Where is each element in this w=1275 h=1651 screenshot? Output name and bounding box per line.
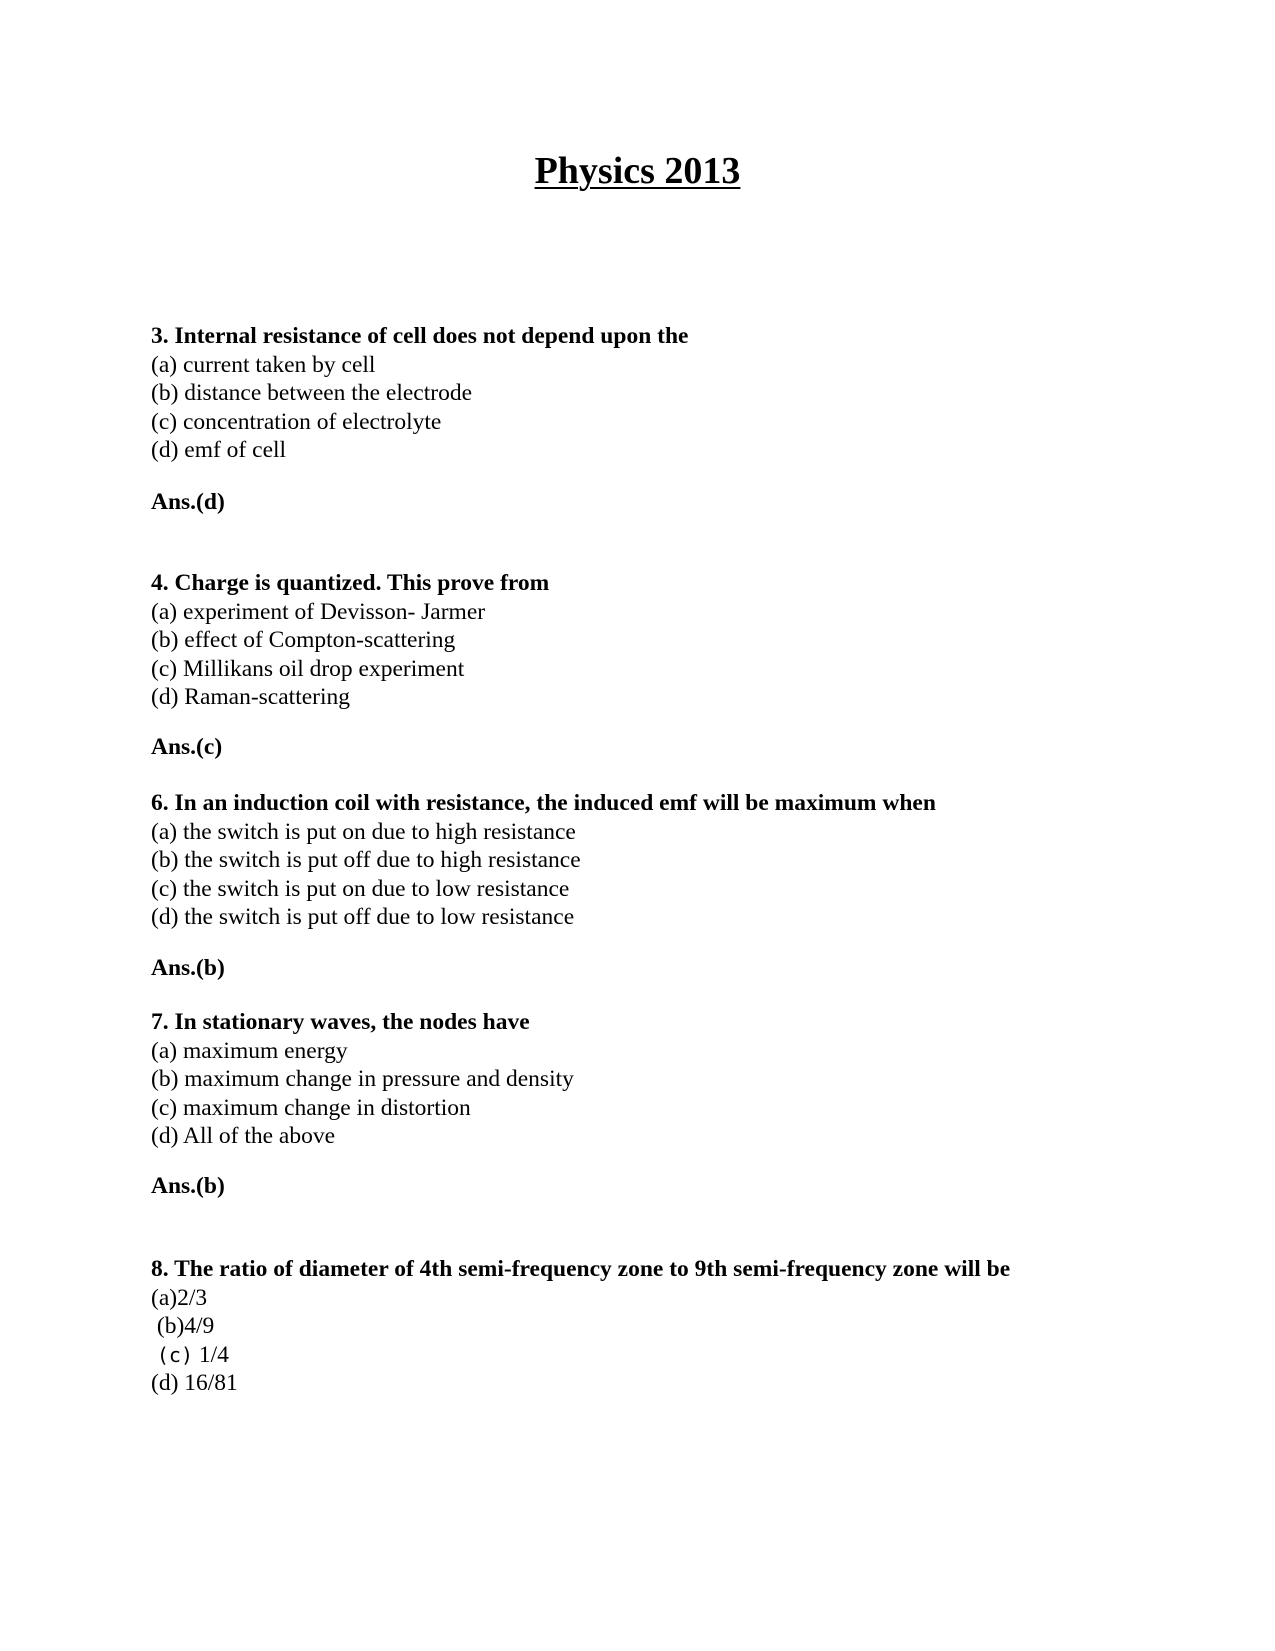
question-block-7: [151, 1008, 574, 1151]
option-d: (d) All of the above: [151, 1123, 336, 1149]
question-block-8: [151, 1255, 1010, 1398]
option-a: (a) maximum energy: [151, 1037, 348, 1064]
question-text: 4. Charge is quantized. This prove from: [151, 570, 550, 596]
option-b: (b) distance between the electrode: [151, 380, 473, 406]
option-d: (d) Raman-scattering: [151, 684, 351, 710]
option-c: [151, 1341, 1010, 1370]
option-c-value: 1/4: [193, 1341, 229, 1368]
page-title-text: Physics 2013: [534, 150, 741, 192]
answer-3: Ans.(d): [151, 489, 225, 515]
page-title: [0, 148, 1275, 194]
option-b: (b)4/9: [151, 1313, 215, 1339]
option-c: (c) the switch is put on due to low resistance: [151, 875, 570, 902]
option-d: (d) 16/81: [151, 1370, 238, 1396]
question-text: 7. In stationary waves, the nodes have: [151, 1009, 530, 1035]
question-text: 8. The ratio of diameter of 4th semi-frequency zone to 9th semi-frequency zone will be: [151, 1256, 1011, 1282]
question-text: 6. In an induction coil with resistance, the induced emf will be maximum when: [151, 790, 936, 816]
option-c-label: (c): [156, 1342, 193, 1367]
option-a: (a) current taken by cell: [151, 351, 376, 378]
option-c: (c) concentration of electrolyte: [151, 408, 442, 435]
option-a: (a) the switch is put on due to high resistance: [151, 818, 576, 845]
option-b: (b) effect of Compton-scattering: [151, 627, 456, 653]
answer-6: Ans.(b): [151, 955, 225, 981]
question-text: 3. Internal resistance of cell does not depend upon the: [151, 323, 689, 349]
answer-7: Ans.(b): [151, 1173, 225, 1199]
answer-4: Ans.(c): [151, 734, 223, 760]
option-b: (b) the switch is put off due to high resistance: [151, 847, 581, 873]
option-c: (c) maximum change in distortion: [151, 1094, 471, 1121]
option-d: (d) emf of cell: [151, 437, 287, 463]
option-d: (d) the switch is put off due to low resistance: [151, 904, 575, 930]
question-block-3: [151, 322, 688, 465]
option-c: (c) Millikans oil drop experiment: [151, 655, 465, 682]
question-block-6: [151, 789, 936, 932]
option-b: (b) maximum change in pressure and density: [151, 1066, 574, 1092]
question-block-4: [151, 569, 549, 712]
option-a: (a) experiment of Devisson- Jarmer: [151, 598, 486, 625]
option-a: (a)2/3: [151, 1284, 208, 1311]
